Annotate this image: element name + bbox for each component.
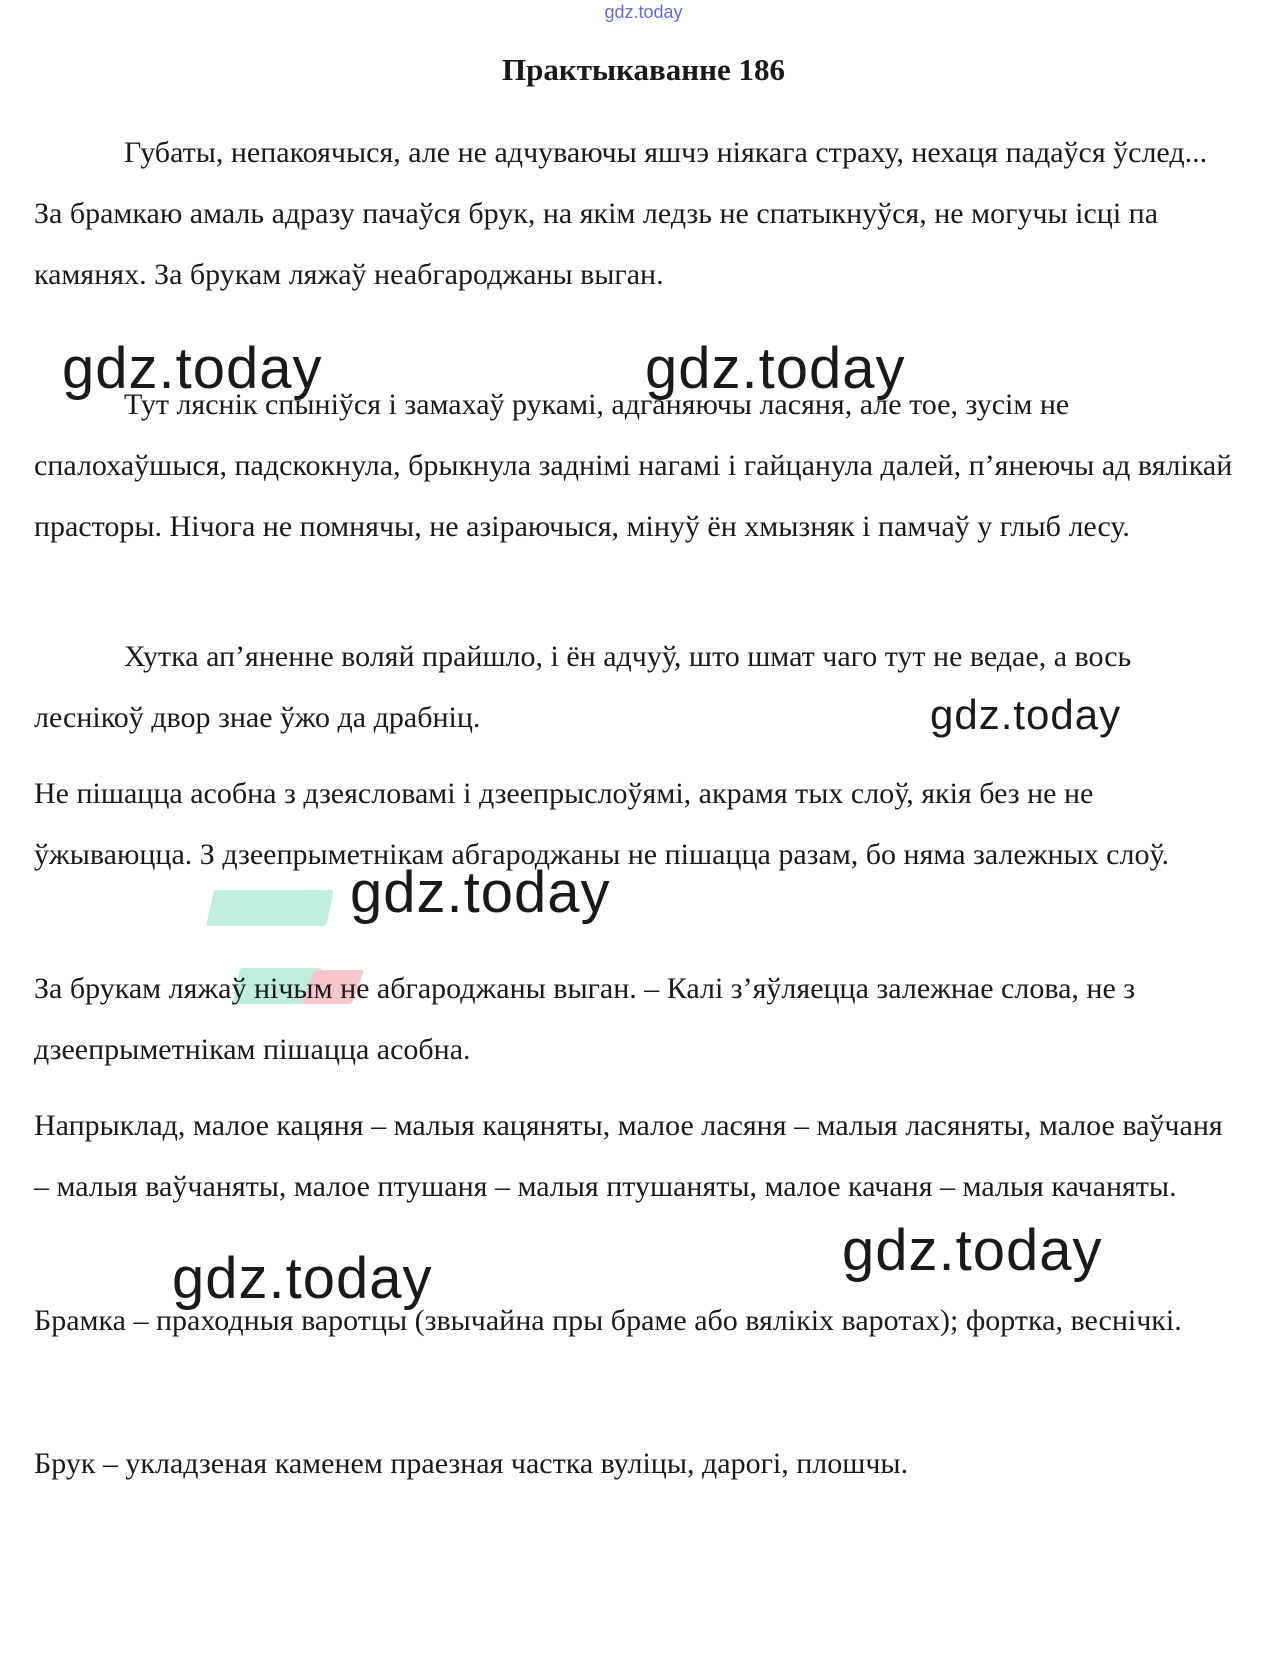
watermark: gdz.today bbox=[645, 336, 906, 401]
paragraph-8: Брук – укладзеная каменем праезная частка вуліцы, дарогі, плошчы. bbox=[34, 1447, 909, 1480]
watermark: gdz.today bbox=[172, 1246, 433, 1311]
site-mark: gdz.today bbox=[604, 2, 683, 22]
paragraph-3: Хутка ап’яненне воляй прайшло, і ён адчуў, што шмат чаго тут не ведае, а вось леснікоў двор знае ўжо да драбніц. bbox=[34, 640, 1132, 734]
watermark: gdz.today bbox=[842, 1218, 1103, 1283]
paragraph-7: Брамка – праходныя варотцы (звычайна пры браме або вялікіх варотах); фортка, веснічкі. bbox=[34, 1304, 1182, 1337]
paragraph-6: Напрыклад, малое кацяня – малыя кацяняты, малое ласяня – малыя ласяняты, малое ваўчаня – малыя ваўчаняты, малое птушаня – малыя птушаняты, малое качаня – малыя качаняты. bbox=[34, 1109, 1223, 1203]
page-title: Практыкаванне 186 bbox=[501, 52, 785, 87]
paragraph-2: Тут ляснік спыніўся і замахаў рукамі, адганяючы ласяня, але тое, зусім не спалохаўшыся, падскокнула, брыкнула заднімі нагамі і гайцанула далей, п’янеючы ад вялікай прасторы. Нічога не помнячы, не азіраючыся, мінуў ён хмызняк і памчаў у глыб лесу. bbox=[34, 388, 1233, 543]
watermark: gdz.today bbox=[350, 860, 611, 925]
watermark: gdz.today bbox=[930, 691, 1122, 738]
paragraph-4: Не пішацца асобна з дзеясловамі і дзеепрыслоўямі, акрамя тых слоў, якія без не не ўжываюцца. З дзеепрыметнікам абгароджаны не пішацца разам, бо няма залежных слоў. bbox=[34, 777, 1169, 871]
watermark: gdz.today bbox=[62, 336, 323, 401]
paragraph-1: Губаты, непакоячыся, але не адчуваючы яшчэ ніякага страху, нехаця падаўся ўслед... За брамкаю амаль адразу пачаўся брук, на якім ледзь не спатыкнуўся, не могучы ісці па камянях. За брукам ляжаў неабгароджаны выган. bbox=[34, 136, 1208, 291]
paragraph-5: За брукам ляжаў нічым не абгароджаны выган. – Калі з’яўляецца залежнае слова, не з дзеепрыметнікам пішацца асобна. bbox=[34, 972, 1136, 1066]
highlight-mark bbox=[206, 890, 334, 926]
